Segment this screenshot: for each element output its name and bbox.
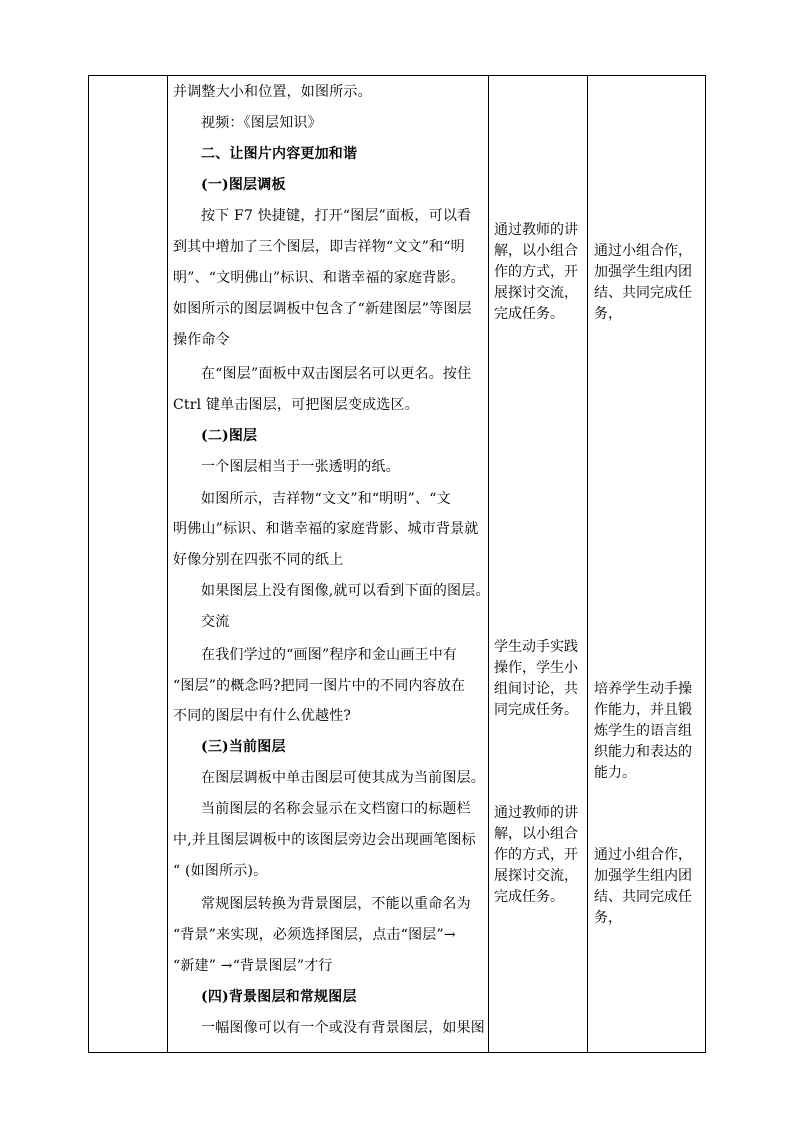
section-heading: 二、让图片内容更加和谐 (201, 146, 358, 162)
content-line: 在“图层”面板中双击图层名可以更名。按住 (201, 366, 472, 382)
content-line: 当前图层的名称会显示在文档窗口的标题栏 (201, 801, 471, 817)
content-line: 在我们学过的“画图”程序和金山画王中有 (201, 647, 458, 663)
content-line: 操作命令 (173, 332, 230, 348)
content-line: 常规图层转换为背景图层，不能以重命名为 (201, 896, 471, 912)
column-divider-1 (167, 75, 168, 1053)
content-line: 明”、“文明佛山”标识、和谐幸福的家庭背影。 (173, 270, 465, 286)
teacher-activity-1: 通过教师的讲 解，以小组合 作的方式，开 展探讨交流， 完成任务。 (494, 222, 578, 322)
content-line: “背景”来实现，必须选择图层，点击“图层”→ (173, 927, 456, 943)
teacher-activity-3: 通过教师的讲 解，以小组合 作的方式，开 展探讨交流， 完成任务。 (494, 805, 578, 905)
content-line: 好像分别在四张不同的纸上 (173, 552, 344, 568)
content-line: 中,并且图层调板中的该图层旁边会出现画笔图标 (173, 832, 476, 848)
content-line: 到其中增加了三个图层，即吉祥物“文文”和“明 (173, 239, 465, 255)
content-line: 明佛山”标识、和谐幸福的家庭背影、城市背景就 (173, 521, 479, 537)
content-line: 如图所示，吉祥物“文文”和“明明”、“文 (201, 491, 451, 507)
content-line: “新建” →“背景图层”才行 (173, 958, 333, 974)
content-line: 如果图层上没有图像,就可以看到下面的图层。 (201, 583, 490, 599)
column-divider-3 (587, 75, 588, 1053)
content-line: 在图层调板中单击图层可使其成为当前图层。 (201, 770, 485, 786)
content-line: 不同的图层中有什么优越性? (173, 708, 352, 724)
content-line: “ (如图所示)。 (173, 863, 268, 879)
design-intent-3: 通过小组合作， 加强学生组内团 结、共同完成任 务， (594, 847, 692, 926)
subsection-heading: (三)当前图层 (201, 739, 286, 755)
content-line: 如图所示的图层调板中包含了“新建图层”等图层 (173, 301, 472, 317)
content-line: 并调整大小和位置，如图所示。 (173, 84, 372, 100)
content-line: 一个图层相当于一张透明的纸。 (201, 459, 400, 475)
subsection-heading: (二)图层 (201, 428, 258, 444)
content-line: 按下 F7 快捷键，打开“图层”面板，可以看 (201, 208, 472, 224)
content-line: 视频：《图层知识》 (201, 115, 322, 131)
subsection-heading: (四)背景图层和常规图层 (201, 989, 357, 1005)
column-divider-2 (488, 75, 489, 1053)
design-intent-1: 通过小组合作， 加强学生组内团 结、共同完成任 务， (594, 243, 692, 322)
content-line: Ctrl 键单击图层，可把图层变成选区。 (173, 397, 419, 413)
subsection-heading: (一)图层调板 (201, 177, 286, 193)
design-intent-2: 培养学生动手操 作能力，并且锻 炼学生的语言组 织能力和表达的 能力。 (594, 681, 692, 781)
content-line: “图层”的概念吗?把同一图片中的不同内容放在 (173, 678, 466, 694)
teacher-activity-2: 学生动手实践 操作，学生小 组间讨论，共 同完成任务。 (494, 639, 578, 718)
content-line: 一幅图像可以有一个或没有背景图层，如果图 (201, 1020, 485, 1036)
content-line: 交流 (201, 614, 230, 630)
